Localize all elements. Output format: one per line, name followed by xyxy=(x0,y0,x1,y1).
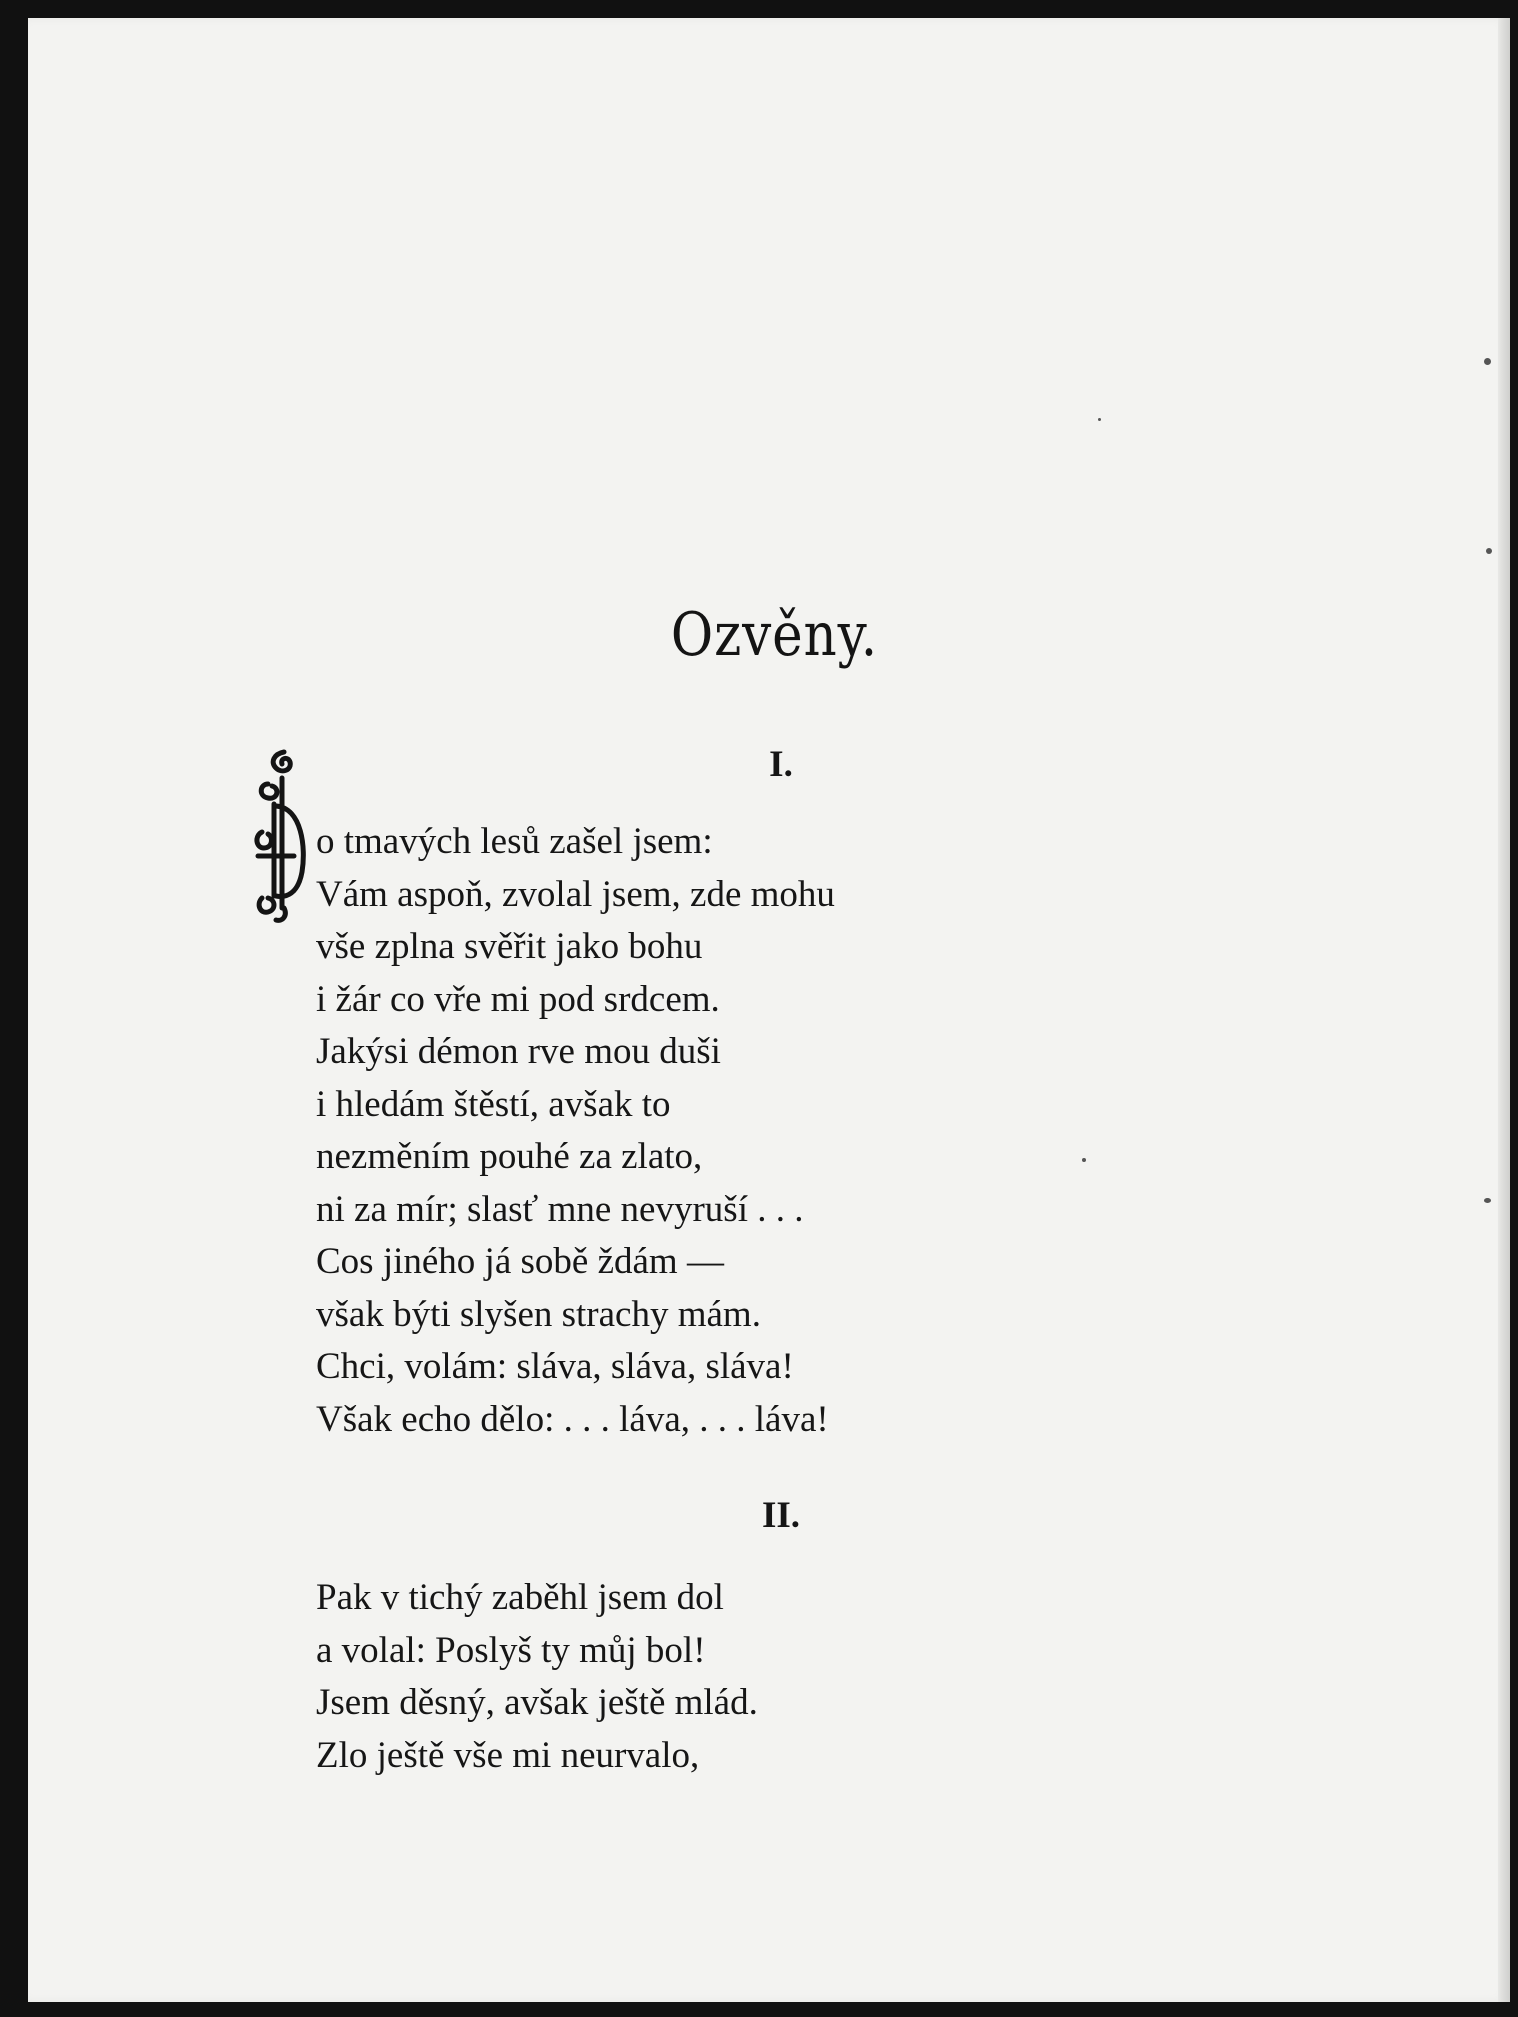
verse-line: Zlo ještě vše mi neurvalo, xyxy=(316,1734,700,1776)
section-numeral-1: I. xyxy=(769,744,793,785)
verse-line: a volal: Poslyš ty můj bol! xyxy=(316,1629,706,1671)
verse-line: Pak v tichý zaběhl jsem dol xyxy=(316,1577,724,1618)
section-numeral-2: II. xyxy=(761,1495,801,1536)
page-edge xyxy=(1498,18,1510,2002)
verse-line: Chci, volám: sláva, sláva, sláva! xyxy=(316,1346,794,1387)
scan-speck xyxy=(1484,358,1491,365)
page-title: Ozvěny. xyxy=(670,600,879,670)
stanza-1 xyxy=(316,816,835,1446)
verse-line: vše zplna svěřit jako bohu xyxy=(316,926,703,967)
verse-line: i hledám štěstí, avšak to xyxy=(316,1083,671,1125)
scan-speck xyxy=(1486,548,1492,554)
ornamental-drop-cap xyxy=(254,748,314,924)
verse-line: ni za mír; slasť mne nevyruší . . . xyxy=(316,1188,804,1230)
verse-line: Cos jiného já sobě ždám — xyxy=(316,1241,724,1282)
verse-line: Jsem děsný, avšak ještě mlád. xyxy=(316,1682,758,1723)
verse-line: Však echo dělo: . . . láva, . . . láva! xyxy=(316,1398,829,1440)
verse-line: Jakýsi démon rve mou duši xyxy=(316,1031,721,1072)
verse-line: nezměním pouhé za zlato, xyxy=(316,1136,703,1177)
scan-speck xyxy=(1082,1158,1086,1162)
verse-line: o tmavých lesů zašel jsem: xyxy=(316,821,713,862)
scan-speck xyxy=(1098,418,1101,421)
verse-line: Vám aspoň, zvolal jsem, zde mohu xyxy=(316,873,835,915)
verse-line: i žár co vře mi pod srdcem. xyxy=(316,978,720,1020)
stanza-2 xyxy=(316,1572,758,1782)
verse-line: však býti slyšen strachy mám. xyxy=(316,1293,761,1335)
scan-speck xyxy=(1484,1198,1491,1203)
